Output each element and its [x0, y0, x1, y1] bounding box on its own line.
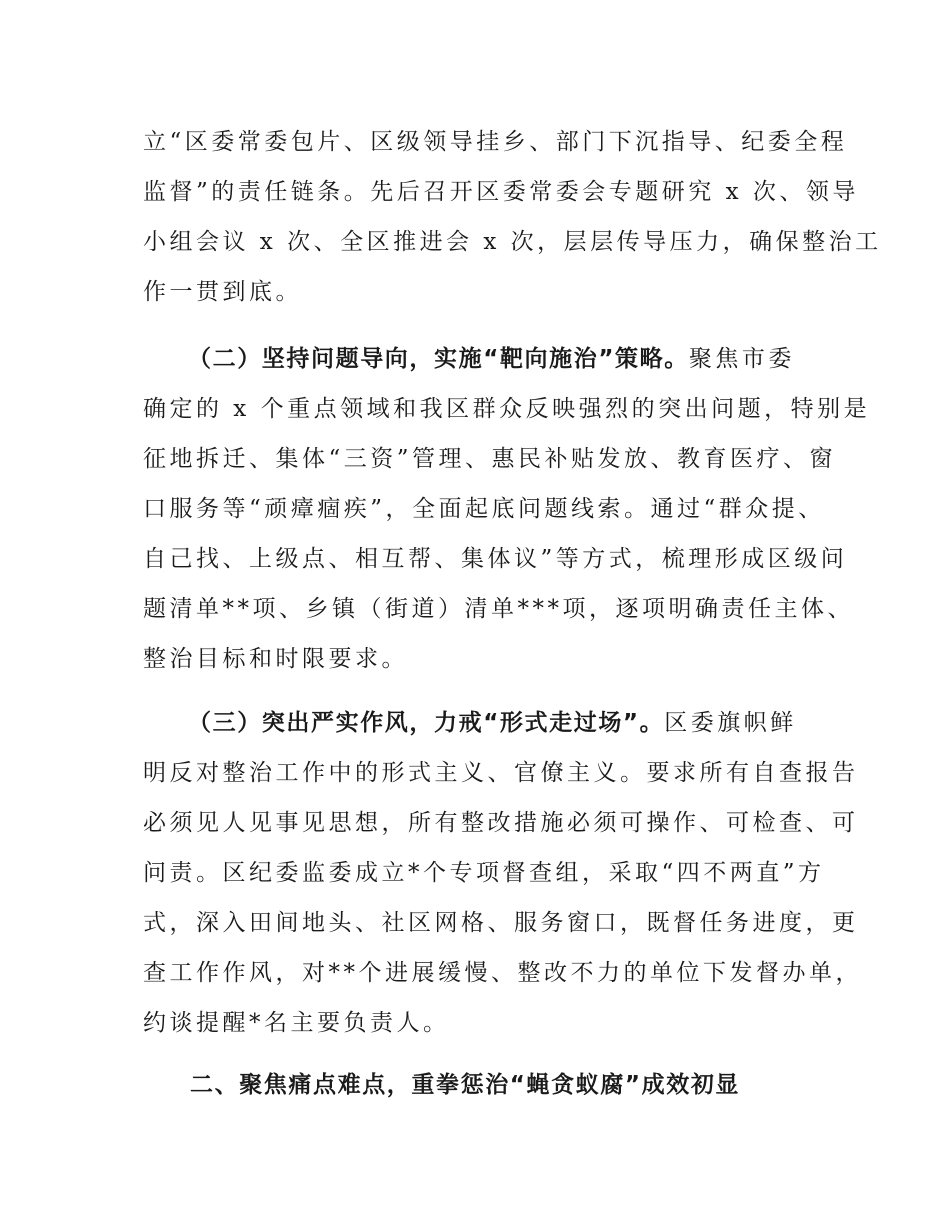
body-line: 式，深入田间地头、社区网格、服务窗口，既督任务进度，更 [143, 910, 859, 936]
body-line: 小组会议 x 次、全区推进会 x 次，层层传导压力，确保整治工 [143, 229, 882, 255]
body-line: 征地拆迁、集体“三资”管理、惠民补贴发放、教育医疗、窗 [143, 446, 837, 472]
body-line: 约谈提醒*名主要负责人。 [143, 1010, 450, 1036]
body-line: 作一贯到底。 [143, 279, 302, 305]
body-line: 明反对整治工作中的形式主义、官僚主义。要求所有自查报告 [143, 760, 859, 786]
body-line: 查工作作风，对**个进展缓慢、整改不力的单位下发督办单， [143, 960, 862, 986]
paragraph-2-title: （二）坚持问题导向，实施“靶向施治”策略。 [188, 346, 689, 372]
body-line: 必须见人见事见思想，所有整改措施必须可操作、可检查、可 [143, 810, 859, 836]
body-line: 确定的 x 个重点领域和我区群众反映强烈的突出问题，特别是 [143, 396, 871, 422]
paragraph-2-first-line [188, 344, 795, 374]
body-line: 口服务等“顽瘴痼疾”，全面起底问题线索。通过“群众提、 [143, 496, 825, 522]
paragraph-3-title: （三）突出严实作风，力戒“形式走过场”。 [188, 710, 665, 736]
paragraph-3-first-line-rest: 区委旗帜鲜 [664, 710, 797, 736]
body-line: 监督”的责任链条。先后召开区委常委会专题研究 x 次、领导 [143, 179, 859, 205]
paragraph-3-first-line [188, 708, 797, 738]
body-line: 整治目标和时限要求。 [143, 646, 408, 672]
section-heading: 二、聚焦痛点难点，重拳惩治“蝇贪蚁腐”成效初显 [190, 1072, 741, 1098]
body-line: 问责。区纪委监委成立*个专项督查组，采取“四不两直”方 [143, 860, 825, 886]
paragraph-2-first-line-rest: 聚焦市委 [688, 346, 795, 372]
body-line: 自己找、上级点、相互帮、集体议”等方式，梳理形成区级问 [143, 546, 848, 572]
body-line: 题清单**项、乡镇（街道）清单***项，逐项明确责任主体、 [143, 596, 854, 622]
body-line: 立“区委常委包片、区级领导挂乡、部门下沉指导、纪委全程 [143, 129, 848, 155]
